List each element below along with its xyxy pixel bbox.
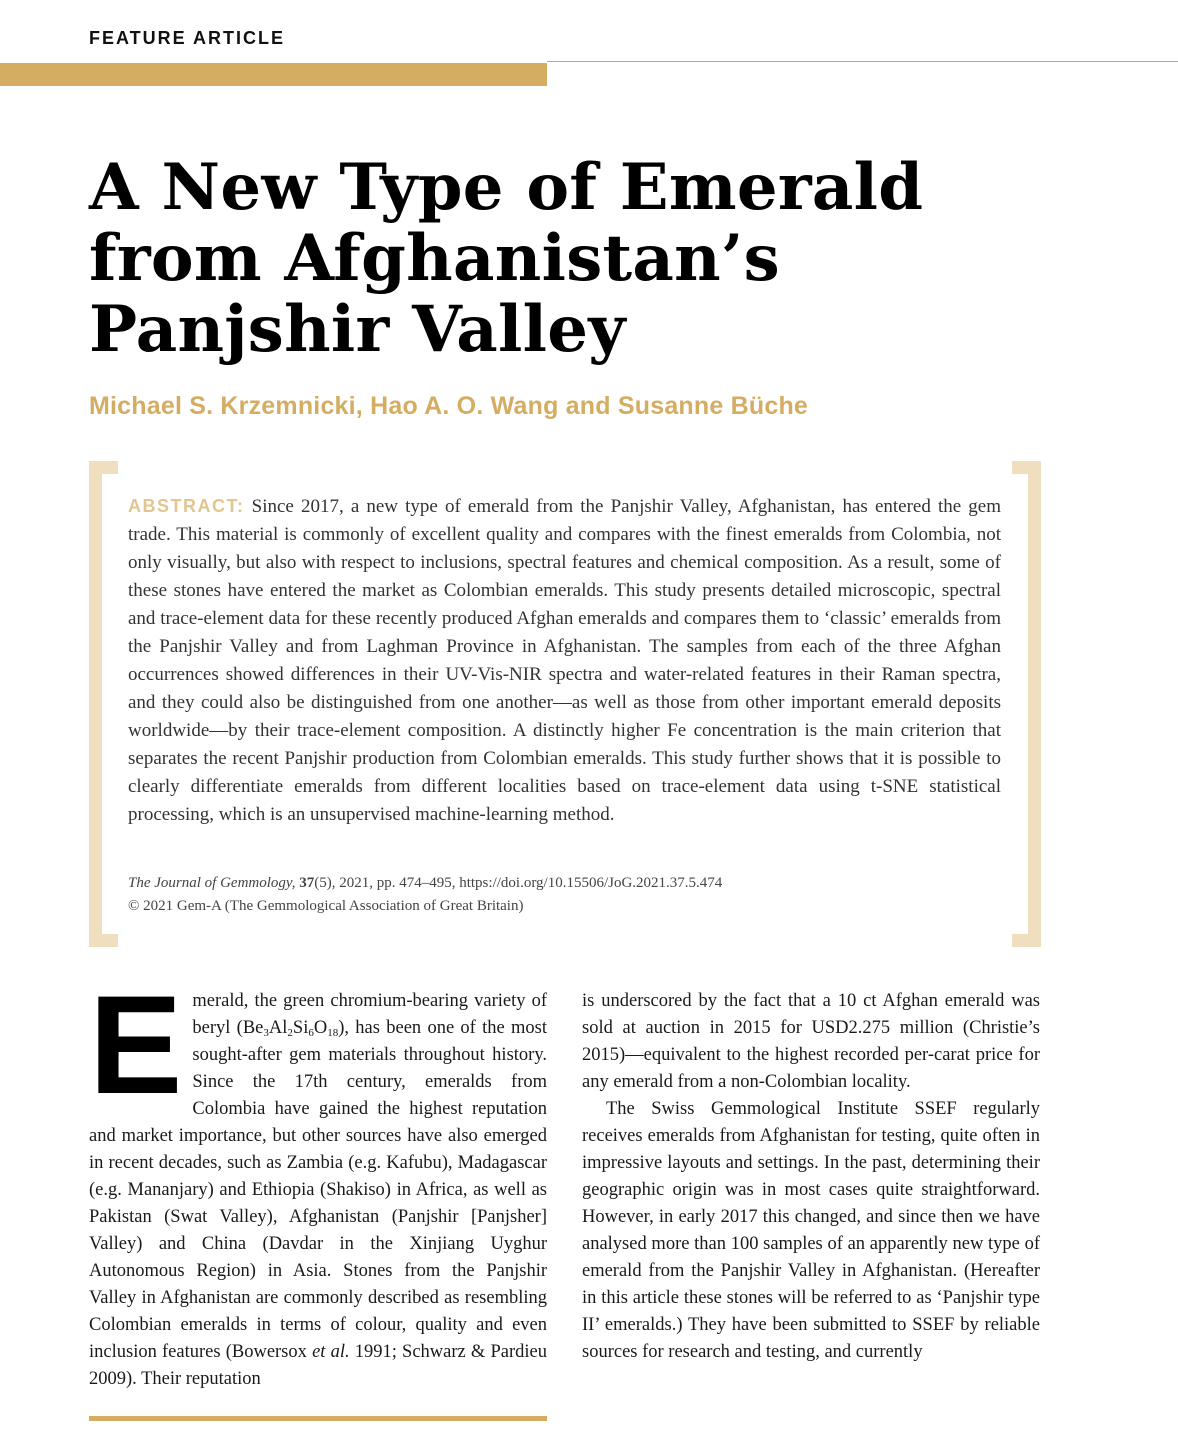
citation-details: (5), 2021, pp. 474–495, https://doi.org/10.15506/JoG.2021.37.5.474 [314,875,723,891]
subscript: 2 [287,1027,293,1039]
subscript: 6 [308,1027,314,1039]
body-paragraph [89,966,547,1393]
section-label: FEATURE ARTICLE [89,28,285,48]
authors: Michael S. Krzemnicki, Hao A. O. Wang and Susanne Büche [89,392,809,420]
body-text: ), has been one of the most sought-after gem materials throughout history. Since the 17th century, emeralds from Colombia have gained the highest reputation and market importance, but other sources have also emerged in recent decades, such as Zambia (e.g. Kafubu), Madagascar (e.g. Mananjary) and Ethiopia (Shakiso) in Africa, as well as Pakistan (Swat Valley), Afghanistan (Panjshir [Panjsher] Valley) and China (Davdar in the Xinjiang Uyghur Autonomous Region) in Asia. Stones from the Panjshir Valley in Afghanistan are commonly described as resembling Colombian emeralds in terms of colour, quality and even inclusion features (Bowersox [89,1018,547,1362]
abstract-text: Since 2017, a new type of emerald from the Panjshir Valley, Afghanistan, has entered the gem trade. This material is commonly of excellent quality and compares with the finest emeralds from Colombia, not only visually, but also with respect to inclusions, spectral features and chemical composition. As a result, some of these stones have entered the market as Colombian emeralds. This study presents detailed microscopic, spectral and trace-element data for these recently produced Afghan emeralds and compares them to ‘classic’ emeralds from the Panjshir Valley and from Laghman Province in Afghanistan. The samples from each of the three Afghan occurrences showed differences in their UV-Vis-NIR spectra and water-related features in their Raman spectra, and they could also be distinguished from one another—as well as those from other important emerald deposits worldwide—by their trace-element composition. A distinctly higher Fe concentration is the main criterion that separates the recent Panjshir production from Colombian emeralds. This study further shows that it is possible to clearly differentiate emeralds from different localities based on trace-element data using t-SNE statistical processing, which is an unsupervised machine-learning method. [128,496,1002,825]
subscript: 18 [327,1027,339,1039]
body-text: merald, the green chromium-bearing variety of beryl (Be [192,991,547,1038]
body-paragraph: The Swiss Gemmological Institute SSEF regularly receives emeralds from Afghanistan for testing, quite often in impressive layouts and settings. In the past, determining their geographic origin was in most cases quite straightforward. However, in early 2017 this changed, and since then we have analysed more than 100 samples of an apparently new type of emerald from the Panjshir Valley in Afghanistan. (Hereafter in this article these stones will be referred to as ‘Panjshir type II’ emeralds.) They have been submitted to SSEF by reliable sources for research and testing, and currently [582,1099,1040,1362]
body-column-left [89,966,547,1393]
citation [128,872,1001,918]
abstract-label: ABSTRACT: [128,496,245,516]
header-rule [547,61,1178,62]
article-title [89,152,1039,365]
abstract [128,492,1001,829]
body-text: Si [292,1018,309,1038]
header-accent-bar [0,63,547,86]
title-line-2: from Afghanistan’s [89,221,780,296]
drop-cap: E [89,966,183,1123]
abstract-bracket-right [1012,461,1041,947]
subscript: 3 [263,1027,269,1039]
title-line-1: A New Type of Emerald [89,150,924,225]
citation-line [128,872,1001,895]
title-line-3: Panjshir Valley [89,292,626,367]
footer-accent-bar [89,1416,547,1421]
body-text: 1991; Schwarz & Pardieu 2009). Their reputation [89,1342,547,1389]
body-paragraph: is underscored by the fact that a 10 ct Afghan emerald was sold at auction in 2015 for USD2.275 million (Christie’s 2015)—equivalent to the highest recorded per-carat price for any emerald from a non-Colombian locality. [582,991,1040,1092]
body-text: O [313,1018,328,1038]
copyright-line: © 2021 Gem-A (The Gemmological Association of Great Britain) [128,898,524,914]
body-text: Al [268,1018,288,1038]
abstract-bracket-left [89,461,118,947]
journal-name: The Journal of Gemmology, [128,875,296,891]
body-column-right [582,988,1040,1366]
et-al: et al. [312,1342,350,1362]
journal-volume: 37 [299,875,315,891]
